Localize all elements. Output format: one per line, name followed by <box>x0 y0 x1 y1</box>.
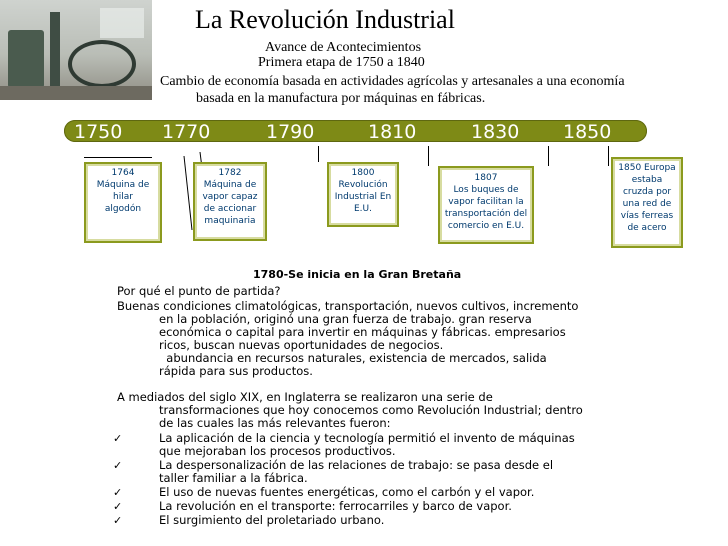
description-line-2: basada en la manufactura por máquinas en fábricas. <box>196 91 486 106</box>
check-icon: ✓ <box>113 459 123 472</box>
connector-line <box>318 146 319 162</box>
timeline-year: 1750 <box>74 121 123 143</box>
page-title: La Revolución Industrial <box>195 5 455 34</box>
event-1800: 1800 Revolución Industrial En E.U. <box>327 162 399 227</box>
event-1850: 1850 Europa estaba cruzda por una red de vías ferreas de acero <box>611 157 683 248</box>
event-1782: 1782 Máquina de vapor capaz de accionar maquinaria <box>193 162 267 241</box>
event-1807: 1807 Los buques de vapor facilitan la transportación del comercio en E.U. <box>438 166 534 244</box>
check-icon: ✓ <box>113 432 123 445</box>
check-icon: ✓ <box>113 514 123 527</box>
check-icon: ✓ <box>113 486 123 499</box>
connector-line <box>84 157 152 158</box>
connector-line <box>428 146 429 166</box>
description-line-1: Cambio de economía basada en actividades agrícolas y artesanales a una economía <box>160 74 625 89</box>
timeline-year: 1830 <box>471 121 520 143</box>
timeline-year: 1810 <box>368 121 417 143</box>
section-heading: 1780-Se inicia en la Gran Bretaña <box>253 268 462 281</box>
timeline-year: 1850 <box>563 121 612 143</box>
bullet-item: El surgimiento del proletariado urbano. <box>159 513 385 527</box>
event-1764: 1764 Máquina de hilar algodón <box>84 162 162 243</box>
timeline-year: 1790 <box>266 121 315 143</box>
bullet-item: La aplicación de la ciencia y tecnología permitió el invento de máquinas que mejoraban los procesos productivos. <box>159 431 575 458</box>
timeline-bar <box>64 120 647 142</box>
timeline-year: 1770 <box>162 121 211 143</box>
period: Primera etapa de 1750 a 1840 <box>258 55 425 70</box>
paragraph-1: Buenas condiciones climatológicas, transportación, nuevos cultivos, incremento en la población, originó una gran fuerza de trabajo. gran reserva económica o capital para invertir en máquinas y fábricas. empresarios ricos, buscan nuevas oportunidades de negocios. abundancia en recursos naturales, existencia de mercados, salida rápida para sus productos. <box>117 299 579 378</box>
steam-engine-photo <box>0 0 152 100</box>
paragraph-2: A mediados del siglo XIX, en Inglaterra se realizaron una serie de transformaciones que hoy conocemos como Revolución Industrial; dentro de las cuales las más relevantes fueron: <box>117 390 583 430</box>
bullet-item: La despersonalización de las relaciones de trabajo: se pasa desde el taller familiar a la fábrica. <box>159 458 554 485</box>
bullet-item: El uso de nuevas fuentes energéticas, como el carbón y el vapor. <box>159 485 535 499</box>
check-icon: ✓ <box>113 500 123 513</box>
connector-line <box>548 146 549 166</box>
subtitle: Avance de Acontecimientos <box>265 40 422 55</box>
connector-line <box>608 146 609 166</box>
bullet-item: La revolución en el transporte: ferrocarriles y barco de vapor. <box>159 499 512 513</box>
question: Por qué el punto de partida? <box>117 284 281 298</box>
